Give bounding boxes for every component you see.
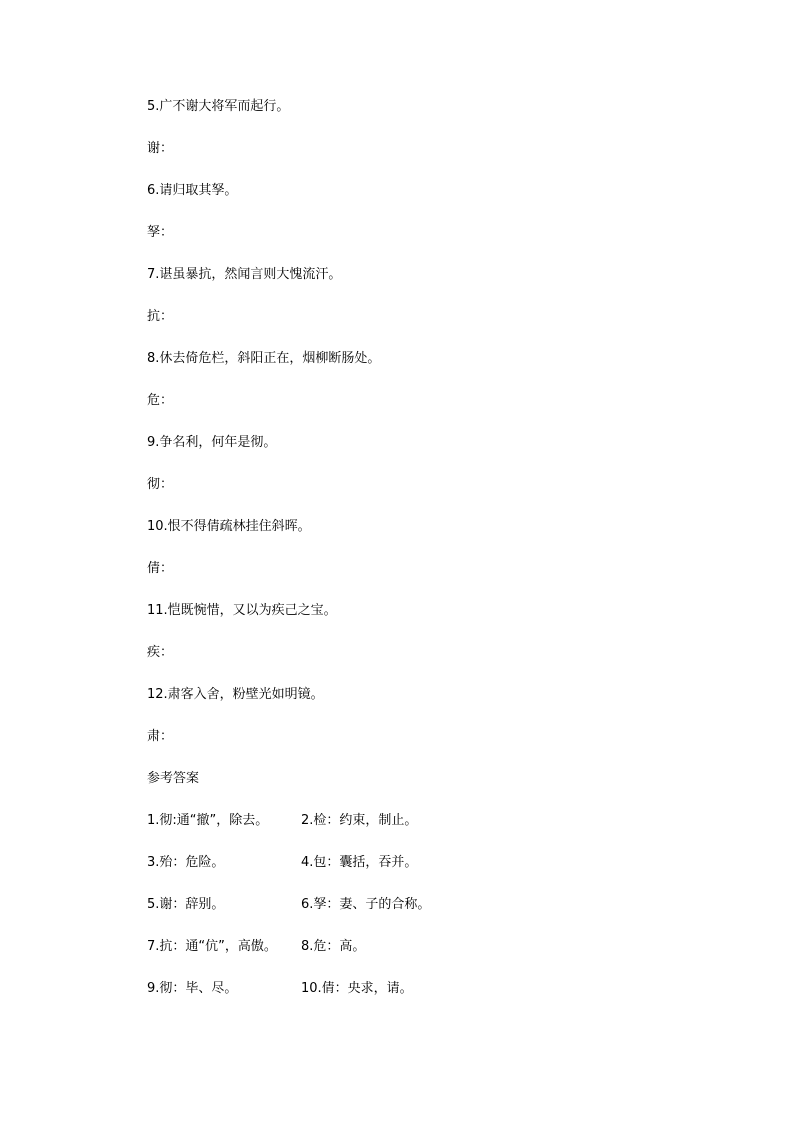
- answer-item: 9.彻：毕、尽。: [147, 981, 238, 996]
- answer-row: [147, 937, 707, 979]
- answer-row: [147, 979, 707, 1021]
- answer-row: [147, 895, 707, 937]
- question-sentence: 6.请归取其孥。: [147, 183, 238, 198]
- question-sentence: 8.休去倚危栏，斜阳正在，烟柳断肠处。: [147, 351, 381, 366]
- question-word: 彻：: [147, 477, 174, 492]
- question-word: 疾：: [147, 645, 174, 660]
- answer-item: 4.包：囊括，吞并。: [301, 855, 418, 870]
- question-word: 抗：: [147, 309, 174, 324]
- question-sentence: 5.广不谢大将军而起行。: [147, 99, 290, 114]
- answer-item: 3.殆：危险。: [147, 855, 225, 870]
- question-sentence: 12.肃客入舍，粉壁光如明镜。: [147, 687, 324, 702]
- question-sentence: 10.恨不得倩疏林挂住斜晖。: [147, 519, 311, 534]
- answer-item: 5.谢：辞别。: [147, 897, 225, 912]
- answer-item: 1.彻:通“撤”，除去。: [147, 813, 269, 828]
- answer-row: [147, 853, 707, 895]
- question-sentence: 7.谌虽暴抗，然闻言则大愧流汗。: [147, 267, 342, 282]
- answer-row: [147, 811, 707, 853]
- answer-heading: 参考答案: [147, 771, 200, 786]
- answer-item: 8.危：高。: [301, 939, 366, 954]
- answer-item: 2.检：约束，制止。: [301, 813, 418, 828]
- question-sentence: 9.争名利，何年是彻。: [147, 435, 277, 450]
- question-word: 孥：: [147, 225, 174, 240]
- answer-item: 6.孥：妻、子的合称。: [301, 897, 431, 912]
- answer-section: [147, 769, 707, 1021]
- question-sentence: 11.恺既惋惜，又以为疾己之宝。: [147, 603, 337, 618]
- question-word: 危：: [147, 393, 174, 408]
- question-word: 谢：: [147, 141, 174, 156]
- question-word: 倩：: [147, 561, 174, 576]
- answer-item: 10.倩：央求，请。: [301, 981, 413, 996]
- question-list: [147, 97, 707, 769]
- document-page: [147, 97, 707, 1021]
- question-word: 肃：: [147, 729, 174, 744]
- answer-item: 7.抗：通“伉”，高傲。: [147, 939, 277, 954]
